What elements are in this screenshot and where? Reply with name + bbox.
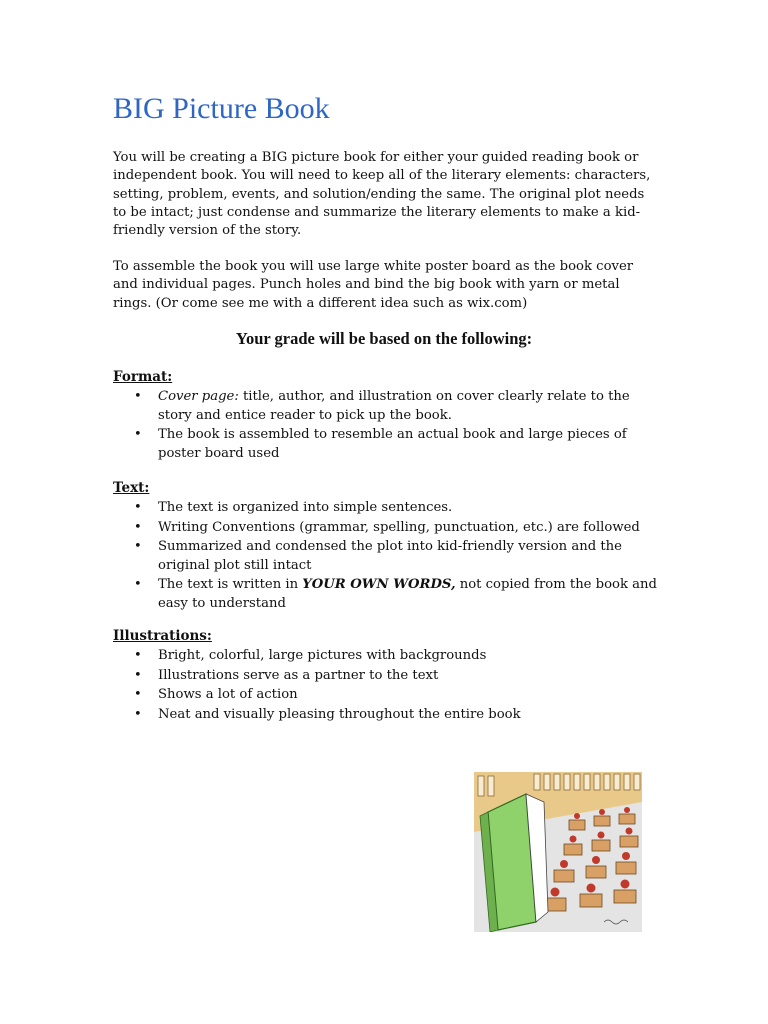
bullet-icon: • [134,577,142,592]
bullet-icon: • [134,519,142,535]
text-heading: Text: [113,480,150,496]
list-item-text-post: not copied from the book and easy to understand [158,577,657,611]
illustrations-list [113,647,661,725]
bullet-icon: • [134,427,142,442]
list-item [113,667,661,686]
format-list [113,388,661,464]
list-item [113,706,661,725]
list-item [113,538,661,575]
list-item [113,499,661,518]
list-item-text: Shows a lot of action [158,687,298,702]
grade-heading: Your grade will be based on the following: [235,329,533,348]
text-list [113,499,661,614]
bullet-icon: • [134,667,142,683]
list-item [113,519,661,538]
format-heading: Format: [113,369,173,385]
list-item-text: Summarized and condensed the plot into kid-friendly version and the original plot still intact [158,539,622,573]
list-item-text: Illustrations serve as a partner to the text [158,667,439,683]
list-item-text: Neat and visually pleasing throughout the entire book [158,706,521,722]
cover-page-label: Cover page: [158,389,239,404]
assembly-paragraph: To assemble the book you will use large white poster board as the book cover and individual pages. Punch holes and bind the big book with yarn or metal rings. (Or come see me with a different idea such as wix.com) [113,259,634,311]
list-item [113,686,661,705]
bullet-icon: • [134,706,142,722]
bullet-icon: • [134,539,142,554]
list-item-text: title, author, and illustration on cover clearly relate to the story and entice reader to pick up the book. [158,389,630,423]
list-item-text-pre: The text is written in [158,577,303,592]
bullet-icon: • [134,648,142,663]
own-words-emphasis: YOUR OWN WORDS, [302,577,456,592]
list-item-text: Bright, colorful, large pictures with backgrounds [158,648,487,663]
classroom-giant-book-cartoon-icon [474,772,642,932]
bullet-icon: • [134,500,142,515]
list-item [113,576,661,613]
list-item [113,647,661,666]
list-item-text: The book is assembled to resemble an actual book and large pieces of poster board used [158,427,627,461]
document-title: BIG Picture Book [113,92,330,125]
list-item [113,426,661,463]
bullet-icon: • [134,389,142,404]
list-item [113,388,661,425]
list-item-text: Writing Conventions (grammar, spelling, punctuation, etc.) are followed [158,519,640,535]
intro-paragraph: You will be creating a BIG picture book for either your guided reading book or independent book. You will need to keep all of the literary elements: characters, setting, problem, events, and solution/ending the same. The original plot needs to be intact; just condense and summarize the literary elements to make a kid-friendly version of the story. [113,150,651,239]
illustrations-heading: Illustrations: [113,628,212,644]
bullet-icon: • [134,687,142,702]
list-item-text: The text is organized into simple sentences. [158,500,453,515]
